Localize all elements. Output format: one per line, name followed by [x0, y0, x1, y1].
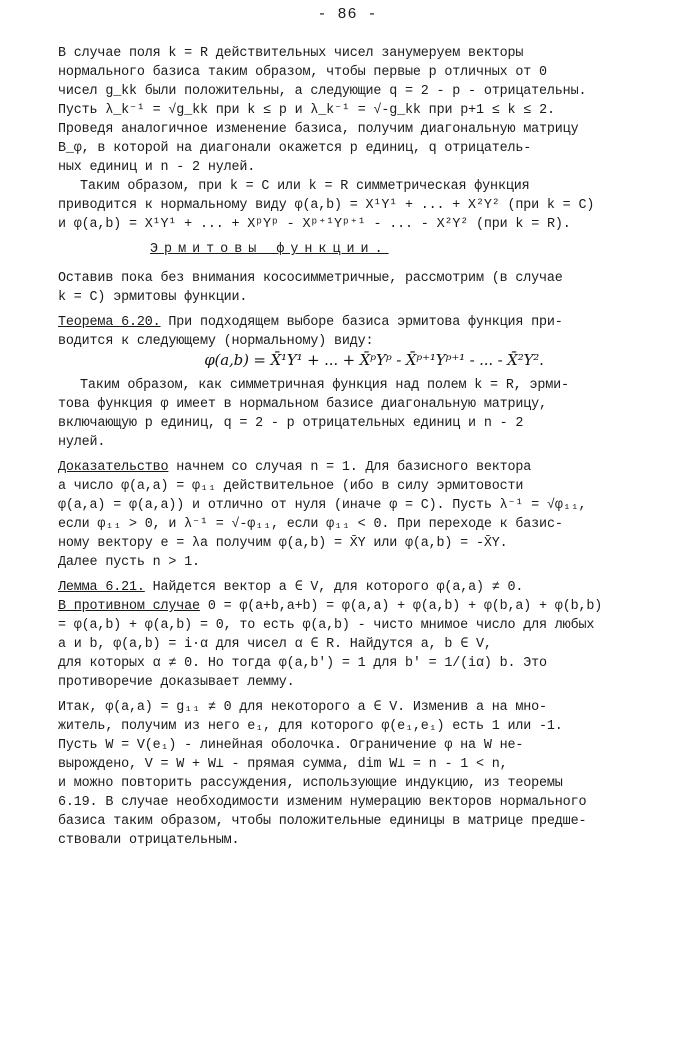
contrary-label: В противном случае	[58, 599, 200, 614]
page-body	[58, 44, 690, 850]
text-line: = φ(a,b) + φ(a,b) = 0, то есть φ(a,b) - чисто мнимое число для любых	[58, 618, 595, 633]
text-line: и φ(a,b) = X¹Y¹ + ... + XᵖYᵖ - Xᵖ⁺¹Yᵖ⁺¹ - ... - X²Y² (при k = R).	[58, 217, 571, 232]
text-line: если φ₁₁ > 0, и λ⁻¹ = √-φ₁₁, если φ₁₁ < 0. При переходе к базис-	[58, 517, 563, 532]
text-line: ных единиц и n - 2 нулей.	[58, 160, 256, 175]
text-line: 0 = φ(a+b,a+b) = φ(a,a) + φ(a,b) + φ(b,a) + φ(b,b)	[199, 599, 603, 614]
theorem-label: Теорема 6.20.	[58, 315, 161, 330]
text-line: това функция φ имеет в нормальном базисе диагональную матрицу,	[58, 397, 547, 412]
text-line: a и b, φ(a,b) = i·α для чисел α ∈ R. Найдутся a, b ∈ V,	[58, 637, 492, 652]
text-line: Проведя аналогичное изменение базиса, получим диагональную матрицу	[58, 122, 579, 137]
text-line: базиса таким образом, чтобы положительные единицы в матрице предше-	[58, 814, 587, 829]
lemma-label: Лемма 6.21.	[58, 580, 145, 595]
text-line: вырождено, V = W + W⊥ - прямая сумма, dim W⊥ = n - 1 < n,	[58, 757, 508, 772]
text-line: Пусть λ_k⁻¹ = √g_kk при k ≤ p и λ_k⁻¹ = √-g_kk при p+1 ≤ k ≤ 2.	[58, 103, 555, 118]
text-line: водится к следующему (нормальному) виду:	[58, 334, 374, 349]
text-line: нулей.	[58, 435, 106, 450]
formula: φ(a,b) = X̄¹Y¹ + ... + X̄ᵖYᵖ - X̄ᵖ⁺¹Yᵖ⁺¹ - ... - X̄²Y².	[204, 351, 544, 369]
text-line: Таким образом, при k = C или k = R симметрическая функция	[80, 179, 530, 194]
text-line: ному вектору e = λa получим φ(a,b) = X̄Y или φ(a,b) = -X̄Y.	[58, 536, 508, 551]
text-line: Итак, φ(a,a) = g₁₁ ≠ 0 для некоторого a ∈ V. Изменив a на мно-	[58, 700, 547, 715]
text-line: В случае поля k = R действительных чисел занумеруем векторы	[58, 46, 524, 61]
text-line: k = C) эрмитовы функции.	[58, 290, 248, 305]
text-line: для которых α ≠ 0. Но тогда φ(a,b′) = 1 для b′ = 1/(iα) b. Это	[58, 656, 547, 671]
text-line: Далее пусть n > 1.	[58, 555, 200, 570]
text-line: Пусть W = V(e₁) - линейная оболочка. Ограничение φ на W не-	[58, 738, 524, 753]
text-line: начнем со случая n = 1. Для базисного вектора	[168, 460, 532, 475]
text-line: житель, получим из него e₁, для которого φ(e₁,e₁) есть 1 или -1.	[58, 719, 563, 734]
text-line: Найдется вектор a ∈ V, для которого φ(a,a) ≠ 0.	[144, 580, 524, 595]
text-line: нормального базиса таким образом, чтобы первые p отличных от 0	[58, 65, 547, 80]
text-line: 6.19. В случае необходимости изменим нумерацию векторов нормального	[58, 795, 587, 810]
text-line: φ(a,a) = φ(a,a)) и отлично от нуля (иначе φ = C). Пусть λ⁻¹ = √φ₁₁,	[58, 498, 587, 513]
text-line: a число φ(a,a) = φ₁₁ действительное (ибо в силу эрмитовости	[58, 479, 524, 494]
page-number: - 86 -	[317, 6, 378, 23]
text-line: чисел g_kk были положительны, а следующие q = 2 - p - отрицательны.	[58, 84, 587, 99]
text-line: приводится к нормальному виду φ(a,b) = X¹Y¹ + ... + X²Y² (при k = C)	[58, 198, 595, 213]
text-line: B_φ, в которой на диагонали окажется p единиц, q отрицатель-	[58, 141, 532, 156]
text-line: противоречие доказывает лемму.	[58, 675, 295, 690]
text-line: ствовали отрицательным.	[58, 833, 240, 848]
text-line: Таким образом, как симметричная функция над полем k = R, эрми-	[80, 378, 569, 393]
text-line: При подходящем выборе базиса эрмитова функция при-	[160, 315, 563, 330]
proof-label: Доказательство	[58, 460, 169, 475]
text-line: Оставив пока без внимания кососимметричные, рассмотрим (в случае	[58, 271, 563, 286]
text-line: и можно повторить рассуждения, использующие индукцию, из теоремы	[58, 776, 563, 791]
text-line: включающую p единиц, q = 2 - p отрицательных единиц и n - 2	[58, 416, 524, 431]
section-title: Эрмитовы функции.	[150, 242, 389, 257]
